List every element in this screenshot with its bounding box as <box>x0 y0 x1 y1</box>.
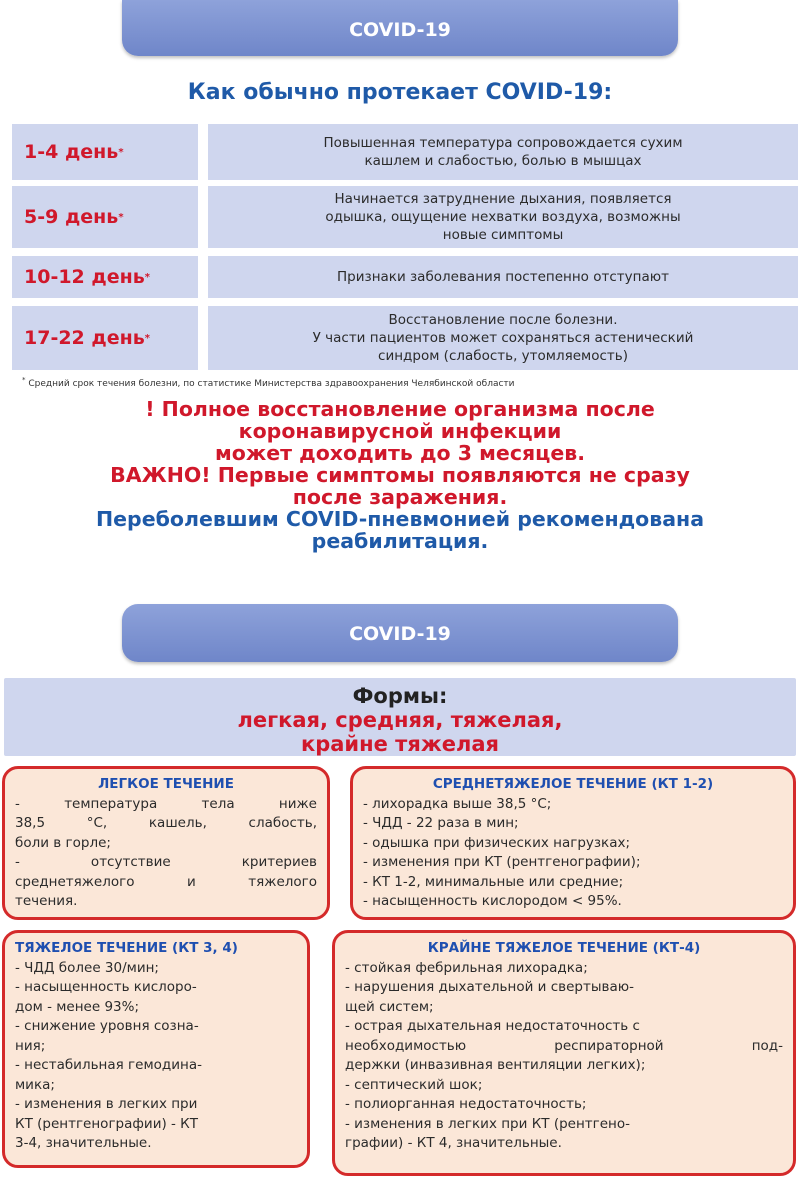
day-label: 10-12 день <box>24 266 145 288</box>
card-line: среднетяжелого и тяжелого <box>15 873 317 890</box>
footnote <box>22 376 798 389</box>
card-line: - нестабильная гемодина- <box>15 1057 202 1073</box>
card-line: 3-4, значительные. <box>15 1135 152 1151</box>
day-cell <box>12 256 198 298</box>
card-line: - острая дыхательная недостаточность с <box>345 1018 640 1034</box>
card-line: КТ (рентгенографии) - КТ <box>15 1115 199 1132</box>
card-line: - одышка при физических нагрузках; <box>363 834 631 851</box>
critical-course-card <box>332 930 796 1176</box>
card-line: - ЧДД более 30/мин; <box>15 959 159 976</box>
rehab-line: реабилитация. <box>311 529 489 553</box>
course-subtitle: Как обычно протекает COVID-19: <box>187 80 613 105</box>
forms-types-line: легкая, средняя, тяжелая, <box>237 708 563 732</box>
recovery-alert <box>10 398 790 552</box>
desc-line: Повышенная температура сопровождается сухим <box>323 135 683 151</box>
desc-line: синдром (слабость, утомляемость) <box>378 348 628 364</box>
card-line: - снижение уровня созна- <box>15 1018 199 1034</box>
day-mark: * <box>144 332 150 344</box>
desc-line: У части пациентов может сохраняться астенический <box>312 330 694 346</box>
desc-line: Восстановление после болезни. <box>388 312 618 328</box>
card-line: боли в горле; <box>15 834 111 851</box>
day-label: 5-9 день <box>24 206 119 228</box>
desc-line: Признаки заболевания постепенно отступают <box>337 269 669 285</box>
forms-title: Формы: <box>352 684 448 708</box>
card-line: - изменения в легких при <box>15 1096 198 1112</box>
card-line: - стойкая фебрильная лихорадка; <box>345 959 588 976</box>
desc-line: новые симптомы <box>442 227 564 243</box>
card-line: - насыщенность кислородом < 95%. <box>363 893 622 909</box>
desc-line: одышка, ощущение нехватки воздуха, возможны <box>325 209 681 225</box>
desc-line: кашлем и слабостью, болью в мышцах <box>364 153 642 169</box>
rehab-line: Переболевшим COVID-пневмонией рекомендована <box>95 507 705 531</box>
card-line: - изменения при КТ (рентгенографии); <box>363 854 641 870</box>
day-cell <box>12 124 198 180</box>
card-line: - септический шок; <box>345 1076 483 1093</box>
day-label: 17-22 день <box>24 327 145 349</box>
course-row <box>12 124 798 180</box>
top-banner <box>122 0 678 56</box>
desc-cell <box>208 124 798 180</box>
card-title: ТЯЖЕЛОЕ ТЕЧЕНИЕ (КТ 3, 4) <box>15 940 238 956</box>
card-line: - ЧДД - 22 раза в мин; <box>363 815 519 831</box>
day-mark: * <box>118 146 124 158</box>
desc-cell <box>208 256 798 298</box>
card-line: мика; <box>15 1076 55 1093</box>
card-line: - температура тела ниже <box>15 795 317 812</box>
top-banner-title: COVID-19 <box>349 19 451 41</box>
second-banner-title: COVID-19 <box>349 623 451 645</box>
card-line: - лихорадка выше 38,5 °С; <box>363 795 552 812</box>
card-line: ния; <box>15 1037 46 1054</box>
footnote-mark: * <box>22 376 26 384</box>
forms-box <box>4 678 796 756</box>
card-line: 38,5 °С, кашель, слабость, <box>15 815 317 831</box>
card-line: дом - менее 93%; <box>15 998 140 1015</box>
alert-line: может доходить до 3 месяцев. <box>214 441 586 465</box>
course-row <box>12 306 798 370</box>
card-title: ЛЕГКОЕ ТЕЧЕНИЕ <box>98 776 234 792</box>
alert-line: ! Полное восстановление организма после <box>145 397 655 421</box>
second-banner <box>122 604 678 662</box>
day-label: 1-4 день <box>24 141 119 163</box>
desc-cell <box>208 186 798 248</box>
desc-cell <box>208 306 798 370</box>
card-line: - изменения в легких при КТ (рентгено- <box>345 1115 631 1132</box>
course-row <box>12 256 798 298</box>
card-line: течения. <box>15 893 78 909</box>
alert-line: коронавирусной инфекции <box>238 419 562 443</box>
card-line: - отсутствие критериев <box>15 854 317 870</box>
mild-course-card <box>2 766 330 920</box>
card-line: - КТ 1-2, минимальные или средние; <box>363 873 624 890</box>
footnote-text: Средний срок течения болезни, по статистике Министерства здравоохранения Челябинской области <box>28 379 515 389</box>
moderate-course-card <box>350 766 796 920</box>
card-line: - нарушения дыхательной и свертываю- <box>345 979 634 995</box>
card-title: КРАЙНЕ ТЯЖЕЛОЕ ТЕЧЕНИЕ (КТ-4) <box>427 940 701 956</box>
card-line: - полиорганная недостаточность; <box>345 1096 587 1112</box>
day-cell <box>12 306 198 370</box>
card-line: графии) - КТ 4, значительные. <box>345 1135 562 1151</box>
card-line: необходимостью респираторной под- <box>345 1037 783 1054</box>
alert-line: ВАЖНО! Первые симптомы появляются не сразу <box>110 463 690 487</box>
card-line: щей систем; <box>345 998 434 1015</box>
alert-line: после заражения. <box>292 485 508 509</box>
card-line: держки (инвазивная вентиляции легких); <box>345 1057 646 1073</box>
day-cell <box>12 186 198 248</box>
day-mark: * <box>118 211 124 223</box>
card-line: - насыщенность кислоро- <box>15 979 197 995</box>
severe-course-card <box>2 930 310 1168</box>
card-title: СРЕДНЕТЯЖЕЛОЕ ТЕЧЕНИЕ (КТ 1-2) <box>432 776 714 792</box>
forms-types-line: крайне тяжелая <box>300 732 500 756</box>
desc-line: Начинается затруднение дыхания, появляется <box>334 191 672 207</box>
course-row <box>12 186 798 248</box>
day-mark: * <box>144 271 150 283</box>
